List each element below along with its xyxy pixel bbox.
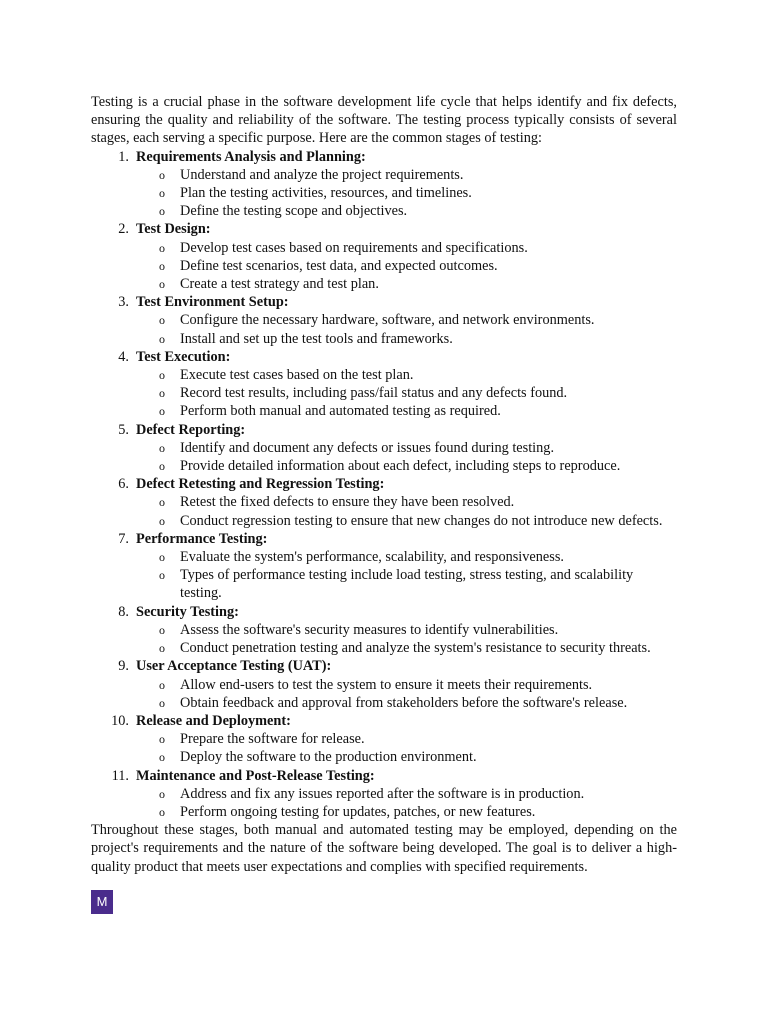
point-text: Types of performance testing include load testing, stress testing, and scalability testing. [180, 567, 634, 602]
stage-number: 4. [118, 348, 129, 365]
stage-points-list [91, 785, 677, 821]
bullet-circle-icon: o [159, 495, 165, 510]
stage-heading [91, 148, 677, 166]
list-item [91, 384, 677, 402]
list-item [91, 621, 677, 639]
point-text: Install and set up the test tools and frameworks. [180, 330, 453, 347]
stage-item [91, 348, 677, 421]
intro-paragraph: Testing is a crucial phase in the software development life cycle that helps identify and fix defects, ensuring the quality and reliability of the software. The testing process typically consists of several stages, each serving a specific purpose. Here are the common stages of testing: [91, 94, 677, 147]
testing-stages-list [91, 148, 677, 822]
stage-item [91, 293, 677, 348]
point-text: Evaluate the system's performance, scalability, and responsiveness. [180, 549, 564, 566]
stage-title: User Acceptance Testing (UAT): [136, 658, 332, 675]
list-item [91, 184, 677, 202]
stage-title: Test Design: [136, 221, 211, 238]
bullet-circle-icon: o [159, 186, 165, 201]
stage-heading [91, 293, 677, 311]
list-item [91, 639, 677, 657]
point-text: Allow end-users to test the system to ensure it meets their requirements. [180, 676, 593, 693]
list-item [91, 202, 677, 220]
stage-points-list [91, 548, 677, 603]
list-item [91, 166, 677, 184]
bullet-circle-icon: o [159, 622, 165, 637]
list-item [91, 366, 677, 384]
bullet-circle-icon: o [159, 513, 165, 528]
stage-number: 5. [118, 421, 129, 438]
bullet-circle-icon: o [159, 677, 165, 692]
stage-number: 10. [111, 712, 129, 729]
point-text: Define test scenarios, test data, and expected outcomes. [180, 257, 498, 274]
list-item [91, 457, 677, 475]
stage-number: 2. [118, 221, 129, 238]
point-text: Assess the software's security measures to identify vulnerabilities. [180, 621, 559, 638]
stage-heading [91, 712, 677, 730]
point-text: Record test results, including pass/fail status and any defects found. [180, 385, 568, 402]
stage-item [91, 220, 677, 293]
stage-heading [91, 767, 677, 785]
stage-number: 3. [118, 294, 129, 311]
bullet-circle-icon: o [159, 258, 165, 273]
list-item [91, 275, 677, 293]
stage-points-list [91, 621, 677, 657]
point-text: Develop test cases based on requirements and specifications. [180, 239, 528, 256]
list-item [91, 803, 677, 821]
stage-number: 9. [118, 658, 129, 675]
stage-number: 11. [111, 767, 129, 784]
bullet-circle-icon: o [159, 804, 165, 819]
stage-heading [91, 603, 677, 621]
list-item [91, 566, 677, 602]
stage-points-list [91, 493, 677, 529]
stage-item [91, 148, 677, 221]
list-item [91, 548, 677, 566]
point-text: Create a test strategy and test plan. [180, 276, 379, 293]
bullet-circle-icon: o [159, 641, 165, 656]
stage-heading [91, 657, 677, 675]
stage-number: 7. [118, 530, 129, 547]
point-text: Deploy the software to the production environment. [180, 749, 477, 766]
point-text: Conduct penetration testing and analyze the system's resistance to security threats. [180, 640, 651, 657]
bullet-circle-icon: o [159, 732, 165, 747]
point-text: Obtain feedback and approval from stakeholders before the software's release. [180, 694, 628, 711]
stage-item [91, 421, 677, 476]
bullet-circle-icon: o [159, 695, 165, 710]
bullet-circle-icon: o [159, 440, 165, 455]
point-text: Define the testing scope and objectives. [180, 203, 408, 220]
stage-title: Defect Reporting: [136, 421, 246, 438]
stage-number: 1. [118, 148, 129, 165]
list-item [91, 676, 677, 694]
bullet-circle-icon: o [159, 368, 165, 383]
stage-item [91, 603, 677, 658]
point-text: Address and fix any issues reported after the software is in production. [180, 785, 585, 802]
conclusion-paragraph: Throughout these stages, both manual and automated testing may be employed, depending on the project's requirements and the nature of the software being developed. The goal is to deliver a high-quality product that meets user expectations and complies with specified requirements. [91, 822, 677, 875]
bullet-circle-icon: o [159, 386, 165, 401]
stage-title: Defect Retesting and Regression Testing: [136, 476, 385, 493]
list-item [91, 330, 677, 348]
document-body [91, 93, 677, 876]
bullet-circle-icon: o [159, 313, 165, 328]
point-text: Retest the fixed defects to ensure they have been resolved. [180, 494, 515, 511]
list-item [91, 748, 677, 766]
point-text: Perform both manual and automated testing as required. [180, 403, 501, 420]
bullet-circle-icon: o [159, 404, 165, 419]
stage-item [91, 712, 677, 767]
stage-heading [91, 530, 677, 548]
stage-points-list [91, 366, 677, 421]
bullet-circle-icon: o [159, 750, 165, 765]
stage-points-list [91, 239, 677, 294]
stage-points-list [91, 439, 677, 475]
stage-item [91, 475, 677, 530]
bullet-circle-icon: o [159, 459, 165, 474]
list-item [91, 694, 677, 712]
point-text: Understand and analyze the project requirements. [180, 166, 464, 183]
list-item [91, 730, 677, 748]
m-badge-icon[interactable]: M [91, 890, 113, 914]
stage-heading [91, 421, 677, 439]
point-text: Configure the necessary hardware, software, and network environments. [180, 312, 595, 329]
point-text: Execute test cases based on the test plan. [180, 367, 414, 384]
list-item [91, 257, 677, 275]
bullet-circle-icon: o [159, 331, 165, 346]
stage-title: Test Execution: [136, 348, 231, 365]
point-text: Plan the testing activities, resources, and timelines. [180, 185, 472, 202]
stage-number: 8. [118, 603, 129, 620]
bullet-circle-icon: o [159, 240, 165, 255]
stage-item [91, 767, 677, 822]
stage-number: 6. [118, 476, 129, 493]
bullet-circle-icon: o [159, 277, 165, 292]
stage-title: Requirements Analysis and Planning: [136, 148, 366, 165]
point-text: Prepare the software for release. [180, 731, 365, 748]
stage-points-list [91, 676, 677, 712]
bullet-circle-icon: o [159, 568, 165, 583]
list-item [91, 493, 677, 511]
list-item [91, 239, 677, 257]
stage-title: Performance Testing: [136, 530, 268, 547]
stage-heading [91, 348, 677, 366]
stage-points-list [91, 311, 677, 347]
stage-heading [91, 475, 677, 493]
list-item [91, 439, 677, 457]
list-item [91, 512, 677, 530]
list-item [91, 402, 677, 420]
bullet-circle-icon: o [159, 550, 165, 565]
bullet-circle-icon: o [159, 167, 165, 182]
point-text: Identify and document any defects or issues found during testing. [180, 439, 555, 456]
bullet-circle-icon: o [159, 786, 165, 801]
list-item [91, 311, 677, 329]
stage-item [91, 657, 677, 712]
point-text: Perform ongoing testing for updates, patches, or new features. [180, 803, 536, 820]
stage-title: Release and Deployment: [136, 712, 291, 729]
stage-title: Security Testing: [136, 603, 239, 620]
stage-title: Maintenance and Post-Release Testing: [136, 767, 375, 784]
stage-points-list [91, 730, 677, 766]
point-text: Conduct regression testing to ensure that new changes do not introduce new defects. [180, 512, 663, 529]
list-item [91, 785, 677, 803]
point-text: Provide detailed information about each defect, including steps to reproduce. [180, 458, 621, 475]
bullet-circle-icon: o [159, 204, 165, 219]
stage-title: Test Environment Setup: [136, 294, 289, 311]
stage-points-list [91, 166, 677, 221]
stage-item [91, 530, 677, 603]
stage-heading [91, 220, 677, 238]
